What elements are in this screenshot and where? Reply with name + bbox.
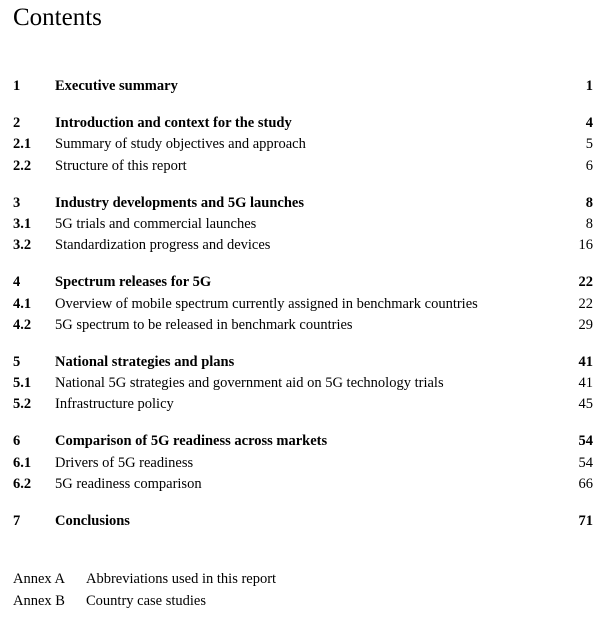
toc-entry-number: 2.2 [13,158,32,174]
toc-entry-page: 71 [578,513,593,529]
toc-entry-label: Standardization progress and devices [55,237,271,253]
toc-entry-label: Infrastructure policy [55,396,174,412]
toc-entry-number: 5.1 [13,375,32,391]
toc-entry-page: 16 [578,237,593,253]
toc-entry[interactable] [0,113,611,133]
toc-entry[interactable] [0,373,611,393]
toc-entry-number: 3 [13,195,21,211]
toc-entry[interactable] [0,511,611,531]
toc-entry-label: Comparison of 5G readiness across markets [55,433,328,449]
toc-entry-number: 6 [13,433,21,449]
toc-entry[interactable] [0,272,611,292]
toc-entry-number: 6.1 [13,455,32,471]
toc-entry-number: 4.1 [13,296,32,312]
toc-entry-label: 5G spectrum to be released in benchmark countries [55,317,353,333]
toc-entry[interactable] [0,134,611,154]
toc-entry-number: 2.1 [13,136,32,152]
toc-entry[interactable] [0,453,611,473]
toc-entry[interactable] [0,315,611,335]
toc-entry-page: 22 [578,296,593,312]
toc-entry-page: 8 [585,195,593,211]
toc-entry[interactable] [0,193,611,213]
toc-entry[interactable] [0,294,611,314]
toc-entry-number: 3.2 [13,237,32,253]
toc-entry[interactable] [0,394,611,414]
toc-entry[interactable] [0,76,611,96]
toc-entry-page: 54 [578,455,593,471]
annex-title: Abbreviations used in this report [86,571,277,587]
toc-entry-label: Structure of this report [55,158,187,174]
toc-entry[interactable] [0,156,611,176]
toc-entry-page: 45 [578,396,593,412]
annex-label: Annex A [13,571,65,587]
toc-entry[interactable] [0,235,611,255]
toc-entry-label: 5G trials and commercial launches [55,216,257,232]
toc-entry-number: 4.2 [13,317,32,333]
toc-entry[interactable] [0,214,611,234]
toc-entry-label: National strategies and plans [55,354,235,370]
toc-entry[interactable] [0,352,611,372]
toc-entry-page: 4 [585,115,593,131]
toc-entry-number: 5 [13,354,21,370]
toc-entry-number: 3.1 [13,216,32,232]
toc-entry-page: 22 [578,274,593,290]
toc-entry-label: Overview of mobile spectrum currently assigned in benchmark countries [55,296,478,312]
toc-entry-label: Industry developments and 5G launches [55,195,304,211]
toc-entry-number: 6.2 [13,476,32,492]
annex-entry[interactable] [0,569,611,589]
toc-entry-label: Introduction and context for the study [55,115,292,131]
toc-entry-label: Spectrum releases for 5G [55,274,212,290]
toc-entry-label: Executive summary [55,78,178,94]
annex-entry[interactable] [0,591,611,611]
toc-entry-page: 29 [578,317,593,333]
toc-entry-label: National 5G strategies and government aid on 5G technology trials [55,375,444,391]
toc-entry[interactable] [0,474,611,494]
toc-entry-label: Summary of study objectives and approach [55,136,306,152]
toc-entry-page: 1 [585,78,593,94]
annex-label: Annex B [13,593,65,609]
toc-entry[interactable] [0,431,611,451]
toc-entry-number: 2 [13,115,21,131]
toc-entry-page: 54 [578,433,593,449]
toc-entry-page: 41 [578,375,593,391]
toc-entry-label: Conclusions [55,513,130,529]
toc-entry-number: 7 [13,513,21,529]
toc-entry-label: 5G readiness comparison [55,476,202,492]
toc-entry-number: 5.2 [13,396,32,412]
page-title: Contents [13,4,102,31]
toc-entry-page: 8 [585,216,593,232]
toc-entry-number: 4 [13,274,21,290]
toc-entry-label: Drivers of 5G readiness [55,455,194,471]
toc-entry-page: 5 [585,136,593,152]
toc-entry-page: 66 [578,476,593,492]
toc-entry-number: 1 [13,78,21,94]
toc-entry-page: 6 [585,158,593,174]
toc-entry-page: 41 [578,354,593,370]
annex-title: Country case studies [86,593,207,609]
